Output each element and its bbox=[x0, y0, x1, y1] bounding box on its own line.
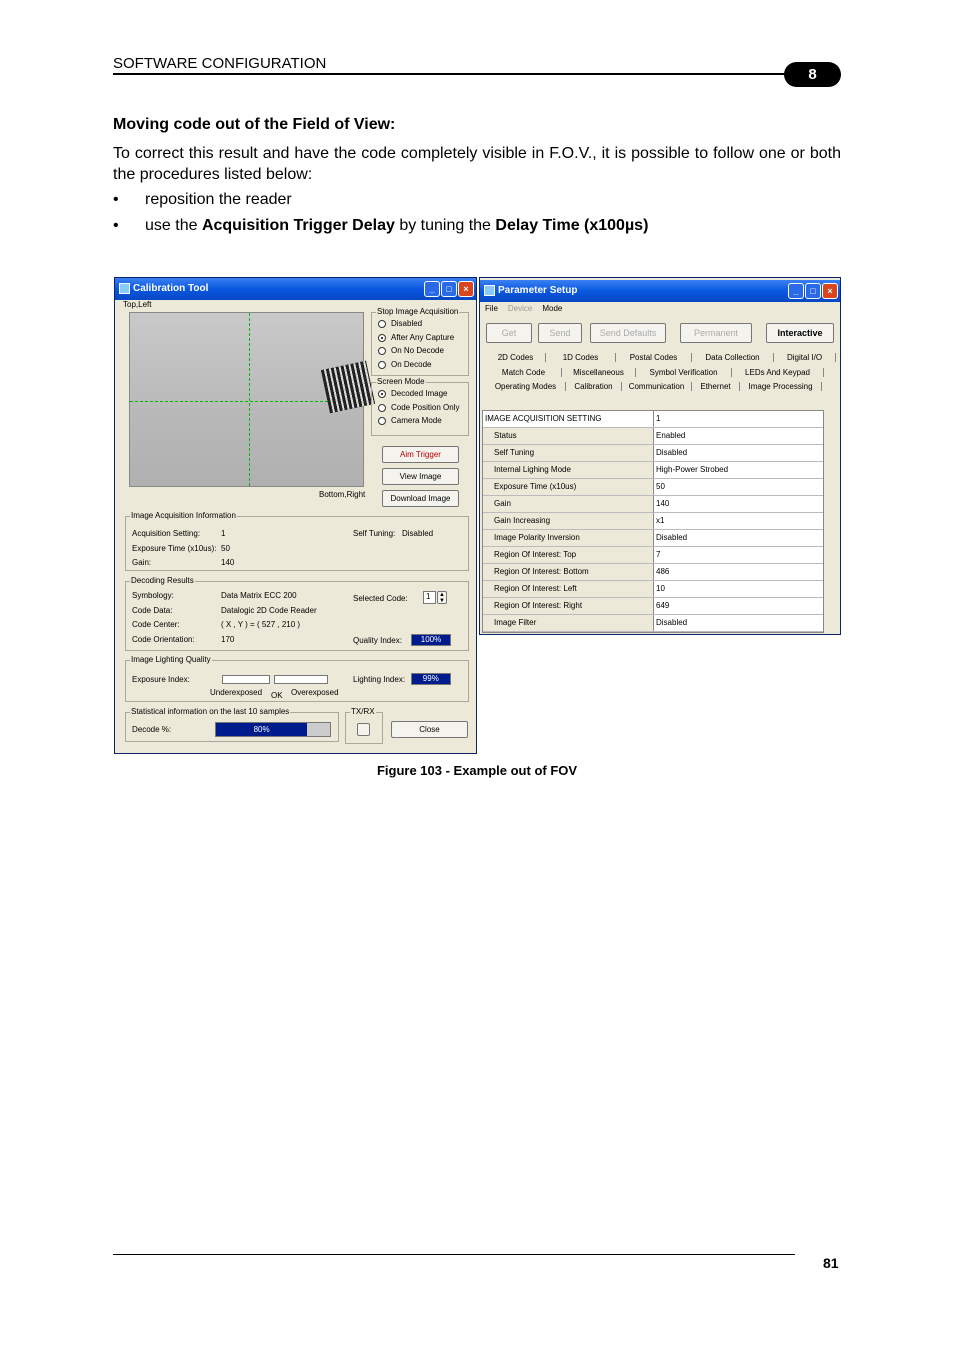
param-value: High-Power Strobed bbox=[656, 465, 729, 474]
table-row[interactable] bbox=[483, 496, 823, 513]
radio-label: Disabled bbox=[391, 319, 423, 328]
tab-item[interactable]: Symbol Verification bbox=[636, 368, 732, 377]
tab-item[interactable]: Operating Modes bbox=[486, 382, 566, 391]
table-row[interactable] bbox=[483, 462, 823, 479]
tab-item[interactable]: Miscellaneous bbox=[562, 368, 636, 377]
info-value: 170 bbox=[221, 634, 235, 644]
table-row[interactable] bbox=[483, 547, 823, 564]
minimize-icon[interactable]: _ bbox=[424, 281, 440, 297]
tab-item[interactable]: Data Collection bbox=[692, 353, 774, 362]
param-value: Disabled bbox=[656, 448, 688, 457]
tab-item[interactable]: 1D Codes bbox=[546, 353, 616, 362]
info-value: 140 bbox=[221, 558, 235, 567]
running-header: SOFTWARE CONFIGURATION bbox=[113, 55, 327, 72]
camera-image bbox=[129, 312, 364, 487]
maximize-icon[interactable]: □ bbox=[805, 283, 821, 299]
calibration-tool-window bbox=[114, 277, 477, 754]
minimize-icon[interactable]: _ bbox=[788, 283, 804, 299]
app-icon bbox=[119, 283, 130, 294]
param-value: 50 bbox=[656, 482, 665, 491]
radio-label: On No Decode bbox=[391, 346, 444, 355]
info-value: 1 bbox=[221, 529, 226, 538]
param-name: Region Of Interest: Top bbox=[483, 547, 654, 563]
param-name: Image Filter bbox=[483, 615, 654, 631]
radio-button[interactable] bbox=[378, 404, 386, 412]
lighting-index-bar: 99% bbox=[411, 673, 451, 685]
toolbar-button[interactable]: Permanent bbox=[680, 323, 752, 343]
menu-bar bbox=[485, 304, 572, 313]
info-label: Code Orientation: bbox=[132, 634, 195, 644]
param-name: Exposure Time (x10us) bbox=[483, 479, 654, 495]
param-name: Self Tuning bbox=[483, 445, 654, 461]
info-value: Datalogic 2D Code Reader bbox=[221, 605, 317, 615]
figure-caption: Figure 103 - Example out of FOV bbox=[376, 763, 578, 778]
table-row[interactable] bbox=[483, 598, 823, 615]
menu-item[interactable]: File bbox=[485, 304, 498, 313]
datamatrix-code bbox=[321, 361, 375, 414]
info-label: Symbology: bbox=[132, 591, 174, 600]
maximize-icon[interactable]: □ bbox=[441, 281, 457, 297]
lighting-quality-group: Image Lighting Quality Exposure Index: Underexposed OK Overexposed Lighting Index: 99% bbox=[125, 660, 469, 702]
tab-item[interactable]: Digital I/O bbox=[774, 353, 836, 362]
radio-label: Camera Mode bbox=[391, 416, 442, 425]
table-header-row: IMAGE ACQUISITION SETTING 1 bbox=[483, 411, 823, 428]
param-name: Region Of Interest: Left bbox=[483, 581, 654, 597]
tab-item[interactable]: Image Processing bbox=[740, 382, 822, 391]
chapter-badge: 8 bbox=[784, 62, 841, 87]
param-value: Enabled bbox=[656, 431, 686, 440]
info-value: Data Matrix ECC 200 bbox=[221, 591, 297, 600]
aim-trigger-button[interactable]: Aim Trigger bbox=[382, 446, 459, 463]
spin-arrows-icon[interactable]: ▲ ▼ bbox=[437, 591, 447, 604]
radio-label: On Decode bbox=[391, 359, 432, 369]
acquisition-info-group: Image Acquisition Information Acquisition Setting: 1 Exposure Time (x10us): 50 Gain: 140 Self Tuning: Disabled bbox=[125, 516, 469, 571]
table-row[interactable] bbox=[483, 445, 823, 462]
radio-button[interactable] bbox=[378, 320, 386, 328]
selected-code-stepper[interactable]: 1 bbox=[423, 591, 436, 604]
param-name: Region Of Interest: Right bbox=[483, 598, 654, 614]
param-value: 7 bbox=[656, 550, 661, 559]
tab-item[interactable]: Postal Codes bbox=[616, 353, 692, 362]
table-row[interactable] bbox=[483, 530, 823, 547]
view-image-button[interactable]: View Image bbox=[382, 468, 459, 485]
txrx-indicator bbox=[357, 723, 370, 736]
overexposed-meter bbox=[274, 675, 328, 684]
info-label: Code Data: bbox=[132, 605, 173, 615]
intro-paragraph: To correct this result and have the code completely visible in F.O.V., it is possible to follow one or both the procedures listed below: bbox=[113, 145, 841, 183]
param-name: Status bbox=[483, 428, 654, 444]
param-name: Gain Increasing bbox=[483, 513, 654, 529]
app-icon bbox=[484, 285, 495, 296]
txrx-group: TX/RX bbox=[345, 712, 383, 744]
param-value: Disabled bbox=[656, 618, 688, 627]
radio-button[interactable] bbox=[378, 347, 386, 355]
param-name: Region Of Interest: Bottom bbox=[483, 564, 654, 580]
param-value: Disabled bbox=[656, 533, 688, 542]
radio-label: After Any Capture bbox=[391, 332, 455, 342]
toolbar-button[interactable]: Get bbox=[486, 323, 532, 343]
param-value: 649 bbox=[656, 601, 670, 610]
toolbar-button[interactable]: Send bbox=[538, 323, 582, 343]
close-button[interactable]: Close bbox=[391, 721, 468, 738]
decoding-results-group: Decoding Results Symbology: Data Matrix ECC 200 Code Data: Datalogic 2D Code Reader Code Center: ( X , Y ) = ( 527 , 210 ) Code Orientation: 170 Selected Code: 1 ▲ ▼ Quality Index: 100% bbox=[125, 581, 469, 651]
close-icon[interactable]: × bbox=[822, 283, 838, 299]
info-label: Exposure Time (x10us): bbox=[132, 543, 217, 553]
param-name: Gain bbox=[483, 496, 654, 512]
tab-item[interactable]: Match Code bbox=[486, 368, 562, 377]
param-name: Internal Lighing Mode bbox=[483, 462, 654, 478]
parameter-setup-window bbox=[479, 277, 841, 635]
param-value: 140 bbox=[656, 499, 670, 508]
info-value: ( X , Y ) = ( 527 , 210 ) bbox=[221, 620, 301, 629]
radio-label: Decoded Image bbox=[391, 389, 448, 398]
parameter-titlebar: Parameter Setup _ □ × bbox=[480, 280, 840, 302]
decode-percent-bar: 80% bbox=[215, 722, 331, 737]
download-image-button[interactable]: Download Image bbox=[382, 490, 459, 507]
parameter-table bbox=[482, 410, 824, 633]
table-row[interactable] bbox=[483, 513, 823, 530]
info-label: Code Center: bbox=[132, 620, 180, 629]
table-row[interactable] bbox=[483, 564, 823, 581]
param-value: x1 bbox=[656, 516, 665, 525]
param-name: Image Polarity Inversion bbox=[483, 530, 654, 546]
quality-index-bar: 100% bbox=[411, 634, 451, 646]
statistics-group: Statistical information on the last 10 samples Decode %: 80% bbox=[125, 712, 339, 742]
header-rule bbox=[113, 73, 785, 75]
radio-button[interactable] bbox=[378, 334, 386, 342]
menu-item[interactable]: Mode bbox=[542, 304, 563, 313]
calibration-titlebar: Calibration Tool _ □ × bbox=[115, 278, 476, 300]
screen-mode-group: Screen Mode Decoded Image Code Position Only Camera Mode bbox=[371, 382, 469, 436]
info-label: Acquisition Setting: bbox=[132, 529, 201, 538]
radio-label: Code Position Only bbox=[391, 402, 460, 412]
tab-item[interactable]: Calibration bbox=[566, 382, 622, 391]
tab-item[interactable]: Communication bbox=[622, 382, 692, 391]
radio-button[interactable] bbox=[378, 390, 386, 398]
section-title: Moving code out of the Field of View: bbox=[113, 116, 396, 133]
table-row[interactable] bbox=[483, 479, 823, 496]
radio-button[interactable] bbox=[378, 361, 386, 369]
table-row[interactable] bbox=[483, 428, 823, 445]
toolbar-button[interactable]: Send Defaults bbox=[590, 323, 666, 343]
page-number: 81 bbox=[823, 1255, 839, 1271]
bottomright-label: Bottom,Right bbox=[319, 490, 366, 499]
radio-button[interactable] bbox=[378, 417, 386, 425]
info-label: Gain: bbox=[132, 558, 152, 567]
info-value: 50 bbox=[221, 543, 230, 553]
toolbar bbox=[484, 322, 838, 346]
table-row[interactable] bbox=[483, 581, 823, 598]
param-value: 486 bbox=[656, 567, 670, 576]
topleft-label: Top,Left bbox=[123, 300, 152, 309]
footer-rule bbox=[113, 1254, 795, 1255]
table-row[interactable] bbox=[483, 615, 823, 632]
stop-acquisition-group: Stop Image Acquisition Disabled After Any Capture On No Decode On Decode bbox=[371, 312, 469, 376]
toolbar-button[interactable]: Interactive bbox=[766, 323, 834, 343]
underexposed-meter bbox=[222, 675, 270, 684]
tab-item[interactable]: 2D Codes bbox=[486, 353, 546, 362]
tab-item[interactable]: Ethernet bbox=[692, 382, 740, 391]
tab-item[interactable]: LEDs And Keypad bbox=[732, 368, 824, 377]
menu-item[interactable]: Device bbox=[507, 304, 533, 313]
close-icon[interactable]: × bbox=[458, 281, 474, 297]
param-value: 10 bbox=[656, 584, 665, 593]
